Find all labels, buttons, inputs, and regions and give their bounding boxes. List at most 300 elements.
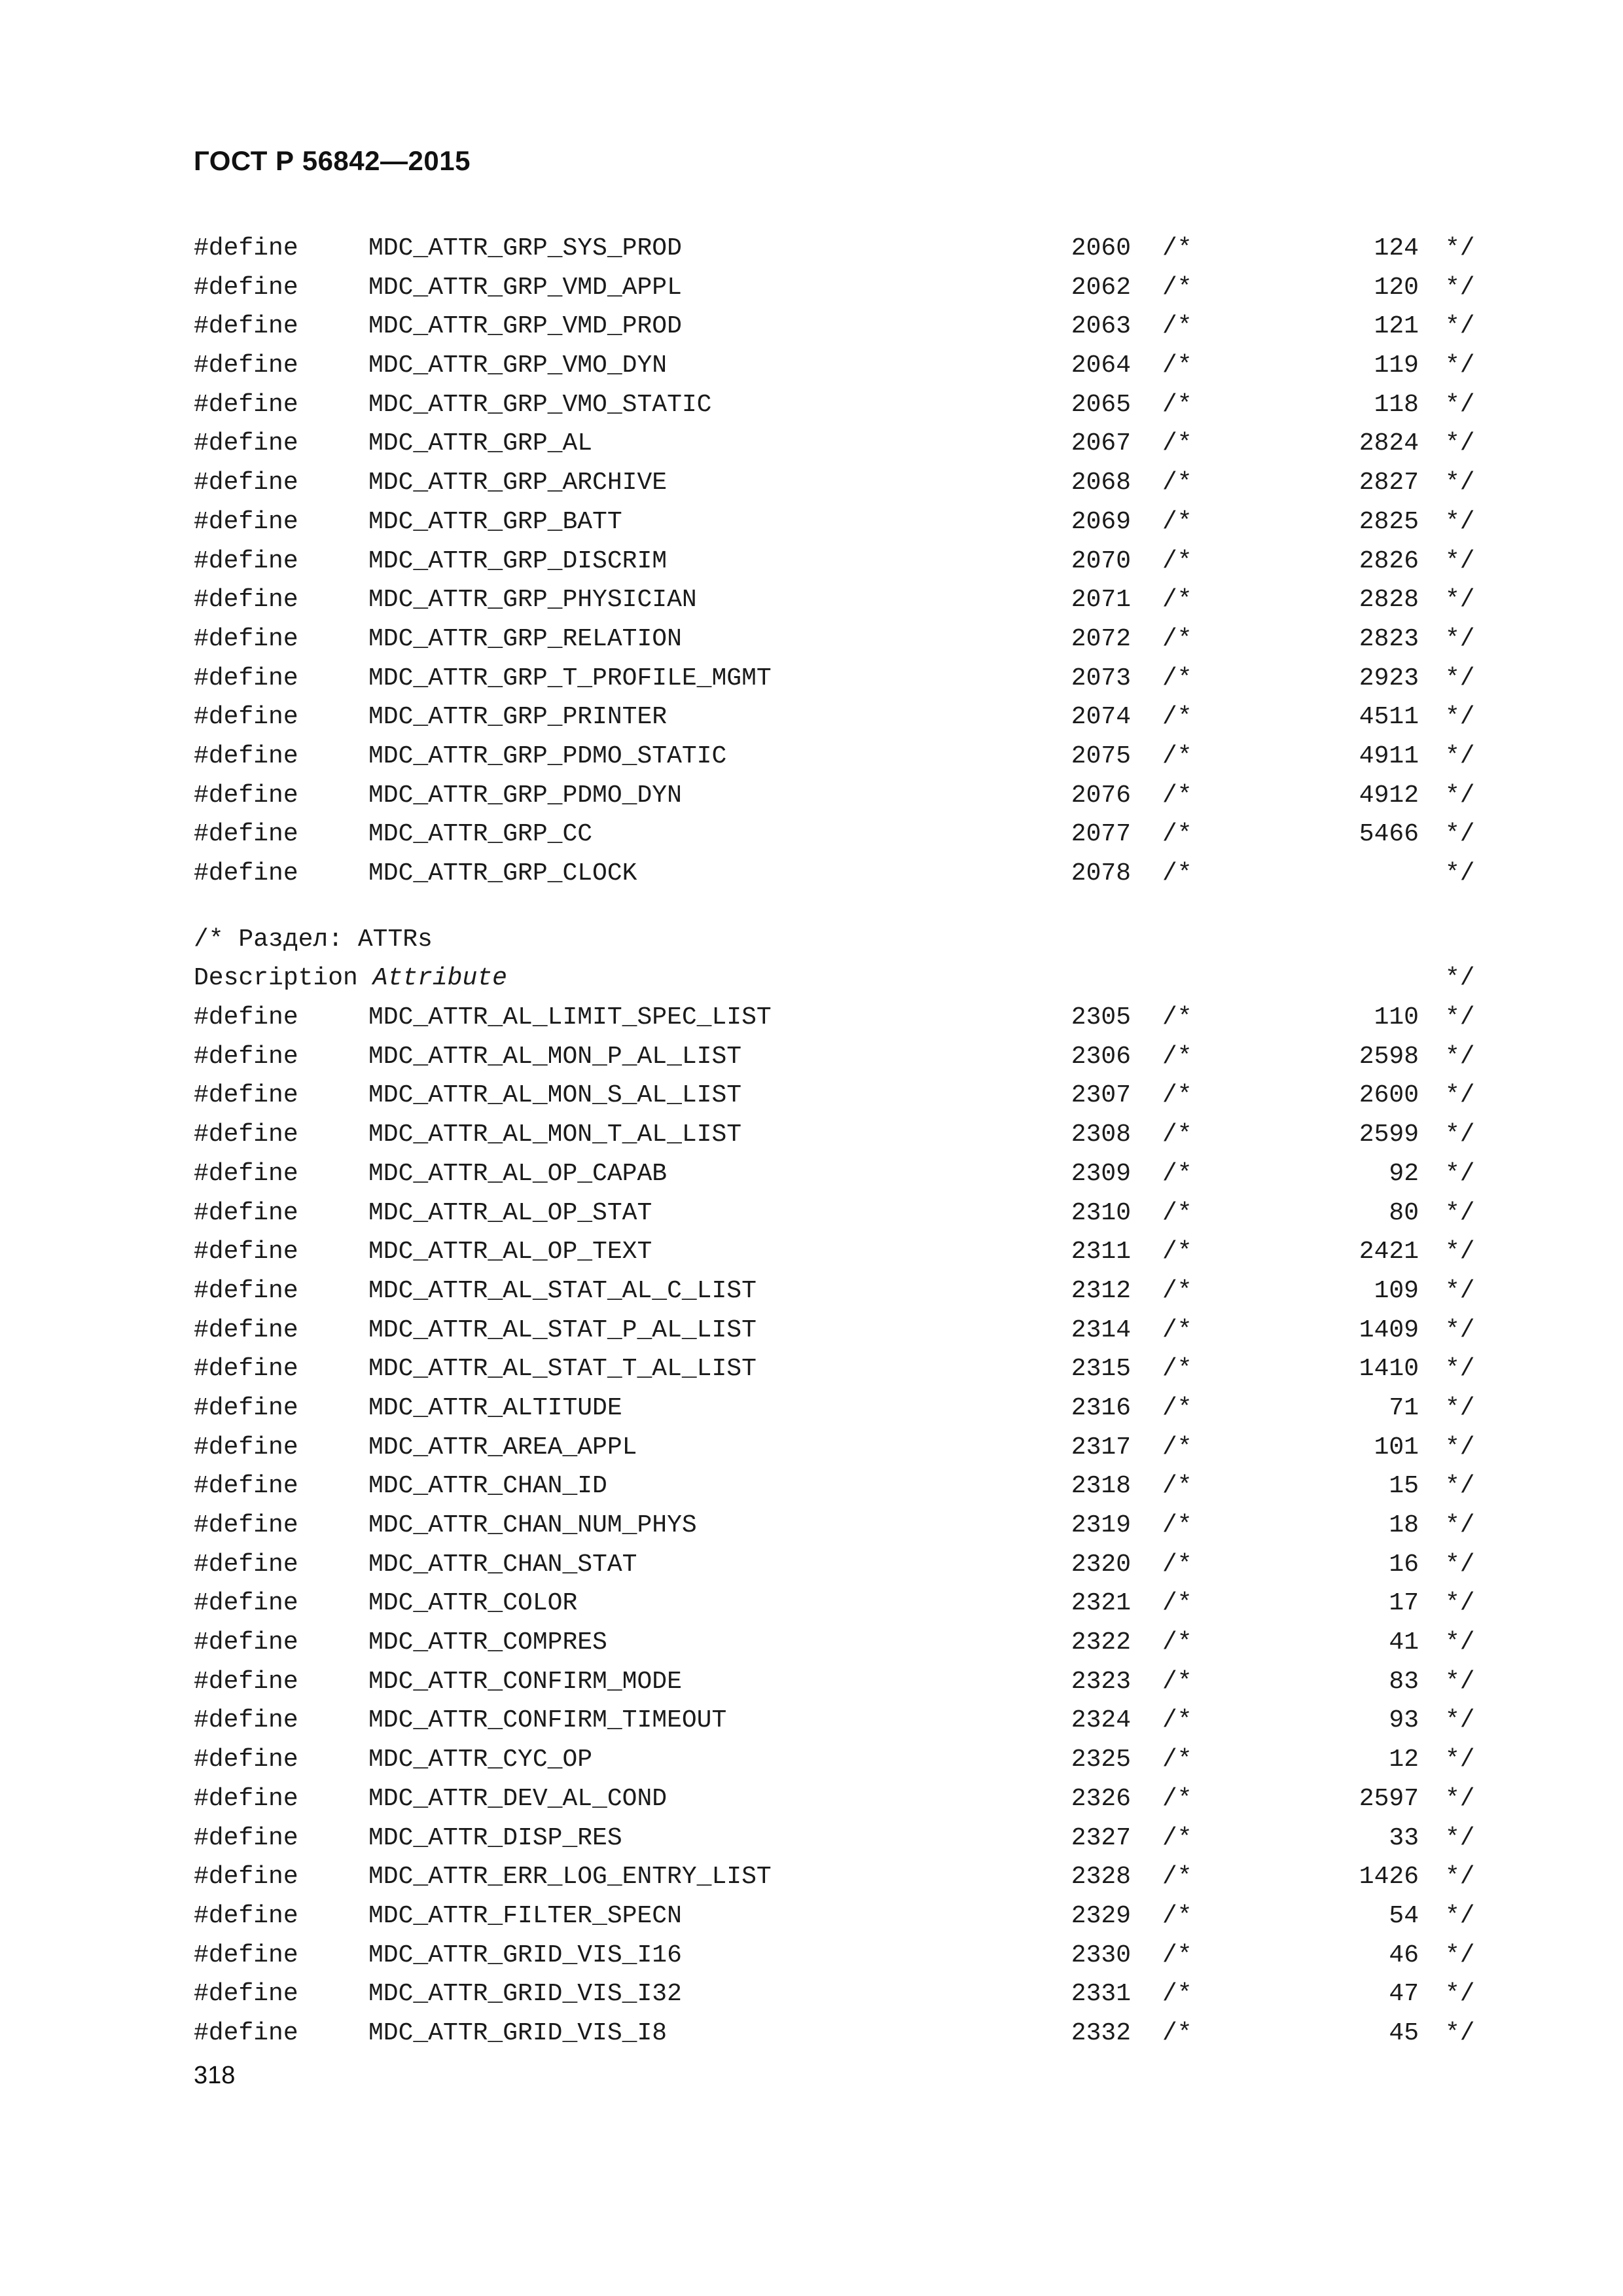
section-comment-line: [0, 920, 1623, 960]
define-keyword: #define: [194, 1589, 298, 1618]
macro-name: MDC_ATTR_AL_OP_STAT: [368, 1198, 652, 1227]
comment-close: */: [1445, 1159, 1475, 1188]
comment-open: /*: [1162, 1159, 1192, 1188]
define-keyword: #define: [194, 1901, 298, 1930]
comment-close: */: [1445, 390, 1475, 419]
define-line: [0, 737, 1623, 776]
comment-open: /*: [1162, 742, 1192, 770]
reference-number: 2421: [1359, 1238, 1419, 1266]
define-keyword: #define: [194, 1121, 298, 1149]
define-line: [0, 1467, 1623, 1506]
comment-close: */: [1445, 1081, 1475, 1110]
comment-open: /*: [1162, 1511, 1192, 1539]
comment-open: /*: [1162, 1784, 1192, 1813]
comment-close: */: [1445, 1003, 1475, 1032]
comment-close: */: [1445, 742, 1475, 770]
define-keyword: #define: [194, 1238, 298, 1266]
define-keyword: #define: [194, 429, 298, 458]
comment-open: /*: [1162, 390, 1192, 419]
define-line: [0, 1857, 1623, 1897]
define-keyword: #define: [194, 2018, 298, 2047]
macro-code: 2310: [1071, 1198, 1131, 1227]
comment-open: /*: [1162, 351, 1192, 380]
reference-number: 1426: [1359, 1863, 1419, 1892]
define-line: [0, 1389, 1623, 1428]
macro-name: MDC_ATTR_GRP_PDMO_STATIC: [368, 742, 727, 770]
define-keyword: #define: [194, 1081, 298, 1110]
macro-name: MDC_ATTR_AREA_APPL: [368, 1433, 637, 1462]
reference-number: 101: [1374, 1433, 1419, 1462]
reference-number: 4911: [1359, 742, 1419, 770]
define-line: [0, 1115, 1623, 1155]
comment-close: */: [1445, 1823, 1475, 1852]
comment-close: */: [1445, 1628, 1475, 1657]
comment-open: /*: [1162, 547, 1192, 575]
reference-number: 2597: [1359, 1784, 1419, 1813]
macro-code: 2327: [1071, 1823, 1131, 1852]
comment-open: /*: [1162, 1198, 1192, 1227]
comment-close: */: [1445, 1355, 1475, 1384]
define-keyword: #define: [194, 390, 298, 419]
macro-name: MDC_ATTR_CHAN_ID: [368, 1472, 607, 1501]
comment-open: /*: [1162, 1081, 1192, 1110]
macro-code: 2312: [1071, 1276, 1131, 1305]
macro-name: MDC_ATTR_ALTITUDE: [368, 1393, 622, 1422]
reference-number: 83: [1389, 1667, 1419, 1696]
reference-number: 12: [1389, 1746, 1419, 1774]
macro-code: 2315: [1071, 1355, 1131, 1384]
macro-code: 2323: [1071, 1667, 1131, 1696]
macro-code: 2306: [1071, 1042, 1131, 1071]
define-keyword: #define: [194, 1276, 298, 1305]
comment-open: /*: [1162, 1472, 1192, 1501]
macro-code: 2321: [1071, 1589, 1131, 1618]
macro-name: MDC_ATTR_GRP_VMD_PROD: [368, 312, 682, 341]
macro-name: MDC_ATTR_GRP_BATT: [368, 507, 622, 536]
reference-number: 118: [1374, 390, 1419, 419]
macro-name: MDC_ATTR_GRP_ARCHIVE: [368, 469, 668, 497]
define-keyword: #define: [194, 1316, 298, 1344]
define-line: [0, 1272, 1623, 1311]
macro-name: MDC_ATTR_GRP_VMO_DYN: [368, 351, 668, 380]
macro-name: MDC_ATTR_GRP_PHYSICIAN: [368, 586, 697, 615]
macro-code: 2063: [1071, 312, 1131, 341]
comment-open: /*: [1162, 1121, 1192, 1149]
macro-name: MDC_ATTR_GRP_CLOCK: [368, 859, 637, 888]
macro-name: MDC_ATTR_AL_MON_S_AL_LIST: [368, 1081, 742, 1110]
define-line: [0, 659, 1623, 698]
macro-name: MDC_ATTR_DISP_RES: [368, 1823, 622, 1852]
define-keyword: #define: [194, 1550, 298, 1579]
comment-close: */: [1445, 273, 1475, 302]
macro-name: MDC_ATTR_AL_OP_CAPAB: [368, 1159, 668, 1188]
define-keyword: #define: [194, 781, 298, 810]
macro-code: 2316: [1071, 1393, 1131, 1422]
define-line: [0, 346, 1623, 386]
comment-close: */: [1445, 859, 1475, 888]
reference-number: 119: [1374, 351, 1419, 380]
comment-close: */: [1445, 1863, 1475, 1892]
define-line: [0, 1819, 1623, 1858]
comment-close: */: [1445, 351, 1475, 380]
reference-number: 71: [1389, 1393, 1419, 1422]
section-title: /* Раздел: ATTRs: [194, 925, 433, 954]
comment-close: */: [1445, 1589, 1475, 1618]
reference-number: 1409: [1359, 1316, 1419, 1344]
comment-open: /*: [1162, 1316, 1192, 1344]
define-keyword: #define: [194, 1667, 298, 1696]
comment-open: /*: [1162, 1628, 1192, 1657]
comment-close: */: [1445, 664, 1475, 692]
reference-number: 15: [1389, 1472, 1419, 1501]
define-line: [0, 503, 1623, 542]
define-line: [0, 1194, 1623, 1233]
comment-open: /*: [1162, 1980, 1192, 2009]
comment-open: /*: [1162, 1238, 1192, 1266]
comment-open: /*: [1162, 664, 1192, 692]
macro-code: 2073: [1071, 664, 1131, 692]
comment-open: /*: [1162, 1042, 1192, 1071]
comment-open: /*: [1162, 1589, 1192, 1618]
define-keyword: #define: [194, 703, 298, 732]
macro-code: 2307: [1071, 1081, 1131, 1110]
comment-open: /*: [1162, 1706, 1192, 1735]
comment-open: /*: [1162, 1901, 1192, 1930]
comment-close: */: [1445, 1276, 1475, 1305]
comment-open: /*: [1162, 1355, 1192, 1384]
comment-open: /*: [1162, 507, 1192, 536]
comment-open: /*: [1162, 273, 1192, 302]
comment-open: /*: [1162, 1003, 1192, 1032]
reference-number: 80: [1389, 1198, 1419, 1227]
macro-code: 2067: [1071, 429, 1131, 458]
document-header: ГОСТ Р 56842—2015: [194, 145, 471, 176]
macro-name: MDC_ATTR_DEV_AL_COND: [368, 1784, 668, 1813]
define-line: [0, 268, 1623, 308]
comment-close: */: [1445, 234, 1475, 262]
comment-close: */: [1445, 1472, 1475, 1501]
reference-number: 2825: [1359, 507, 1419, 536]
comment-close: */: [1445, 1706, 1475, 1735]
comment-open: /*: [1162, 429, 1192, 458]
macro-code: 2331: [1071, 1980, 1131, 2009]
reference-number: 120: [1374, 273, 1419, 302]
reference-number: 4511: [1359, 703, 1419, 732]
macro-code: 2078: [1071, 859, 1131, 888]
blank-line: [0, 893, 1623, 920]
define-keyword: #define: [194, 1980, 298, 2009]
define-line: [0, 1662, 1623, 1702]
define-line: [0, 1155, 1623, 1194]
macro-code: 2074: [1071, 703, 1131, 732]
define-keyword: #define: [194, 469, 298, 497]
macro-code: 2065: [1071, 390, 1131, 419]
comment-open: /*: [1162, 1863, 1192, 1892]
comment-close: */: [1445, 469, 1475, 497]
macro-name: MDC_ATTR_GRP_CC: [368, 820, 593, 849]
define-keyword: #define: [194, 1355, 298, 1384]
define-line: [0, 1936, 1623, 1975]
macro-name: MDC_ATTR_AL_STAT_T_AL_LIST: [368, 1355, 757, 1384]
define-line: [0, 1897, 1623, 1936]
macro-code: 2077: [1071, 820, 1131, 849]
description-italic: Attribute: [372, 964, 507, 993]
define-keyword: #define: [194, 1706, 298, 1735]
comment-open: /*: [1162, 1393, 1192, 1422]
comment-close: */: [1445, 547, 1475, 575]
define-line: [0, 463, 1623, 503]
macro-code: 2071: [1071, 586, 1131, 615]
macro-code: 2324: [1071, 1706, 1131, 1735]
macro-name: MDC_ATTR_GRID_VIS_I32: [368, 1980, 682, 2009]
comment-close: */: [1445, 781, 1475, 810]
reference-number: 17: [1389, 1589, 1419, 1618]
comment-close: */: [1445, 964, 1475, 993]
comment-close: */: [1445, 1316, 1475, 1344]
macro-code: 2311: [1071, 1238, 1131, 1266]
reference-number: 2599: [1359, 1121, 1419, 1149]
macro-code: 2320: [1071, 1550, 1131, 1579]
reference-number: 2923: [1359, 664, 1419, 692]
macro-code: 2070: [1071, 547, 1131, 575]
macro-name: MDC_ATTR_GRP_VMO_STATIC: [368, 390, 712, 419]
comment-close: */: [1445, 624, 1475, 653]
comment-close: */: [1445, 820, 1475, 849]
macro-code: 2076: [1071, 781, 1131, 810]
macro-name: MDC_ATTR_GRP_SYS_PROD: [368, 234, 682, 262]
define-block-attrs: [0, 998, 1623, 2053]
macro-name: MDC_ATTR_AL_STAT_P_AL_LIST: [368, 1316, 757, 1344]
comment-open: /*: [1162, 624, 1192, 653]
comment-close: */: [1445, 1511, 1475, 1539]
define-line: [0, 776, 1623, 816]
comment-close: */: [1445, 586, 1475, 615]
comment-close: */: [1445, 703, 1475, 732]
define-keyword: #define: [194, 1823, 298, 1852]
define-line: [0, 854, 1623, 893]
define-line: [0, 307, 1623, 346]
define-line: [0, 1740, 1623, 1780]
reference-number: 16: [1389, 1550, 1419, 1579]
macro-name: MDC_ATTR_AL_MON_T_AL_LIST: [368, 1121, 742, 1149]
define-line: [0, 815, 1623, 854]
reference-number: 124: [1374, 234, 1419, 262]
macro-name: MDC_ATTR_GRP_AL: [368, 429, 593, 458]
comment-open: /*: [1162, 1276, 1192, 1305]
comment-close: */: [1445, 1901, 1475, 1930]
macro-name: MDC_ATTR_GRID_VIS_I16: [368, 1941, 682, 1969]
define-keyword: #define: [194, 312, 298, 341]
macro-code: 2069: [1071, 507, 1131, 536]
macro-name: MDC_ATTR_AL_MON_P_AL_LIST: [368, 1042, 742, 1071]
comment-open: /*: [1162, 1550, 1192, 1579]
comment-open: /*: [1162, 1941, 1192, 1969]
define-block-groups: [0, 229, 1623, 893]
reference-number: 45: [1389, 2018, 1419, 2047]
comment-open: /*: [1162, 312, 1192, 341]
comment-close: */: [1445, 1980, 1475, 2009]
comment-close: */: [1445, 1746, 1475, 1774]
page-number: 318: [194, 2062, 236, 2089]
define-keyword: #define: [194, 1159, 298, 1188]
macro-name: MDC_ATTR_GRID_VIS_I8: [368, 2018, 668, 2047]
define-line: [0, 998, 1623, 1037]
reference-number: 46: [1389, 1941, 1419, 1969]
define-keyword: #define: [194, 1863, 298, 1892]
define-line: [0, 386, 1623, 425]
section-description-line: [0, 959, 1623, 998]
description-label: Description: [194, 964, 373, 993]
comment-open: /*: [1162, 1746, 1192, 1774]
comment-open: /*: [1162, 1667, 1192, 1696]
define-keyword: #define: [194, 624, 298, 653]
define-keyword: #define: [194, 1628, 298, 1657]
reference-number: 2598: [1359, 1042, 1419, 1071]
comment-close: */: [1445, 1198, 1475, 1227]
reference-number: 33: [1389, 1823, 1419, 1852]
comment-close: */: [1445, 1238, 1475, 1266]
reference-number: 41: [1389, 1628, 1419, 1657]
define-keyword: #define: [194, 1003, 298, 1032]
macro-code: 2318: [1071, 1472, 1131, 1501]
reference-number: 47: [1389, 1980, 1419, 2009]
define-keyword: #define: [194, 742, 298, 770]
reference-number: 2828: [1359, 586, 1419, 615]
define-keyword: #define: [194, 1433, 298, 1462]
reference-number: 110: [1374, 1003, 1419, 1032]
comment-open: /*: [1162, 469, 1192, 497]
define-line: [0, 581, 1623, 620]
macro-name: MDC_ATTR_AL_LIMIT_SPEC_LIST: [368, 1003, 772, 1032]
macro-name: MDC_ATTR_AL_STAT_AL_C_LIST: [368, 1276, 757, 1305]
comment-close: */: [1445, 1550, 1475, 1579]
reference-number: 2824: [1359, 429, 1419, 458]
define-line: [0, 2014, 1623, 2053]
define-keyword: #define: [194, 586, 298, 615]
reference-number: 93: [1389, 1706, 1419, 1735]
reference-number: 5466: [1359, 820, 1419, 849]
define-line: [0, 1428, 1623, 1467]
macro-code: 2068: [1071, 469, 1131, 497]
macro-code: 2064: [1071, 351, 1131, 380]
macro-name: MDC_ATTR_GRP_T_PROFILE_MGMT: [368, 664, 772, 692]
macro-code: 2322: [1071, 1628, 1131, 1657]
define-line: [0, 620, 1623, 659]
define-line: [0, 1975, 1623, 2014]
define-keyword: #define: [194, 507, 298, 536]
reference-number: 18: [1389, 1511, 1419, 1539]
macro-code: 2325: [1071, 1746, 1131, 1774]
reference-number: 109: [1374, 1276, 1419, 1305]
reference-number: 2827: [1359, 469, 1419, 497]
macro-name: MDC_ATTR_CONFIRM_MODE: [368, 1667, 682, 1696]
define-keyword: #define: [194, 1941, 298, 1969]
define-line: [0, 1584, 1623, 1623]
reference-number: 1410: [1359, 1355, 1419, 1384]
macro-code: 2309: [1071, 1159, 1131, 1188]
macro-name: MDC_ATTR_AL_OP_TEXT: [368, 1238, 652, 1266]
define-keyword: #define: [194, 351, 298, 380]
define-keyword: #define: [194, 1198, 298, 1227]
macro-code: 2317: [1071, 1433, 1131, 1462]
define-line: [0, 1506, 1623, 1545]
macro-name: MDC_ATTR_GRP_VMD_APPL: [368, 273, 682, 302]
define-line: [0, 1037, 1623, 1077]
define-line: [0, 1350, 1623, 1389]
define-line: [0, 1311, 1623, 1350]
define-keyword: #define: [194, 859, 298, 888]
comment-close: */: [1445, 1667, 1475, 1696]
macro-code: 2326: [1071, 1784, 1131, 1813]
comment-open: /*: [1162, 234, 1192, 262]
comment-close: */: [1445, 1393, 1475, 1422]
comment-close: */: [1445, 2018, 1475, 2047]
section-description: [194, 959, 507, 998]
macro-name: MDC_ATTR_FILTER_SPECN: [368, 1901, 682, 1930]
macro-code: 2305: [1071, 1003, 1131, 1032]
code-listing: [0, 229, 1623, 2053]
define-line: [0, 1076, 1623, 1115]
macro-name: MDC_ATTR_COMPRES: [368, 1628, 607, 1657]
macro-name: MDC_ATTR_CHAN_NUM_PHYS: [368, 1511, 697, 1539]
macro-code: 2075: [1071, 742, 1131, 770]
comment-open: /*: [1162, 781, 1192, 810]
define-keyword: #define: [194, 820, 298, 849]
comment-open: /*: [1162, 586, 1192, 615]
macro-name: MDC_ATTR_GRP_PRINTER: [368, 703, 668, 732]
define-keyword: #define: [194, 1784, 298, 1813]
macro-code: 2330: [1071, 1941, 1131, 1969]
comment-open: /*: [1162, 820, 1192, 849]
define-keyword: #define: [194, 664, 298, 692]
macro-code: 2332: [1071, 2018, 1131, 2047]
reference-number: 2823: [1359, 624, 1419, 653]
macro-name: MDC_ATTR_CONFIRM_TIMEOUT: [368, 1706, 727, 1735]
comment-close: */: [1445, 507, 1475, 536]
macro-name: MDC_ATTR_GRP_PDMO_DYN: [368, 781, 682, 810]
macro-code: 2062: [1071, 273, 1131, 302]
macro-name: MDC_ATTR_COLOR: [368, 1589, 578, 1618]
comment-open: /*: [1162, 859, 1192, 888]
reference-number: 92: [1389, 1159, 1419, 1188]
define-keyword: #define: [194, 1042, 298, 1071]
comment-close: */: [1445, 1941, 1475, 1969]
define-keyword: #define: [194, 547, 298, 575]
define-keyword: #define: [194, 1746, 298, 1774]
define-line: [0, 1232, 1623, 1272]
macro-code: 2328: [1071, 1863, 1131, 1892]
define-keyword: #define: [194, 273, 298, 302]
macro-code: 2319: [1071, 1511, 1131, 1539]
comment-close: */: [1445, 429, 1475, 458]
define-line: [0, 1623, 1623, 1662]
comment-close: */: [1445, 1433, 1475, 1462]
reference-number: 4912: [1359, 781, 1419, 810]
define-line: [0, 229, 1623, 268]
comment-close: */: [1445, 1121, 1475, 1149]
comment-close: */: [1445, 1784, 1475, 1813]
comment-open: /*: [1162, 1433, 1192, 1462]
define-line: [0, 542, 1623, 581]
macro-name: MDC_ATTR_CHAN_STAT: [368, 1550, 637, 1579]
define-line: [0, 424, 1623, 463]
macro-name: MDC_ATTR_GRP_RELATION: [368, 624, 682, 653]
define-line: [0, 698, 1623, 737]
reference-number: 2600: [1359, 1081, 1419, 1110]
define-line: [0, 1780, 1623, 1819]
define-keyword: #define: [194, 1511, 298, 1539]
comment-close: */: [1445, 312, 1475, 341]
